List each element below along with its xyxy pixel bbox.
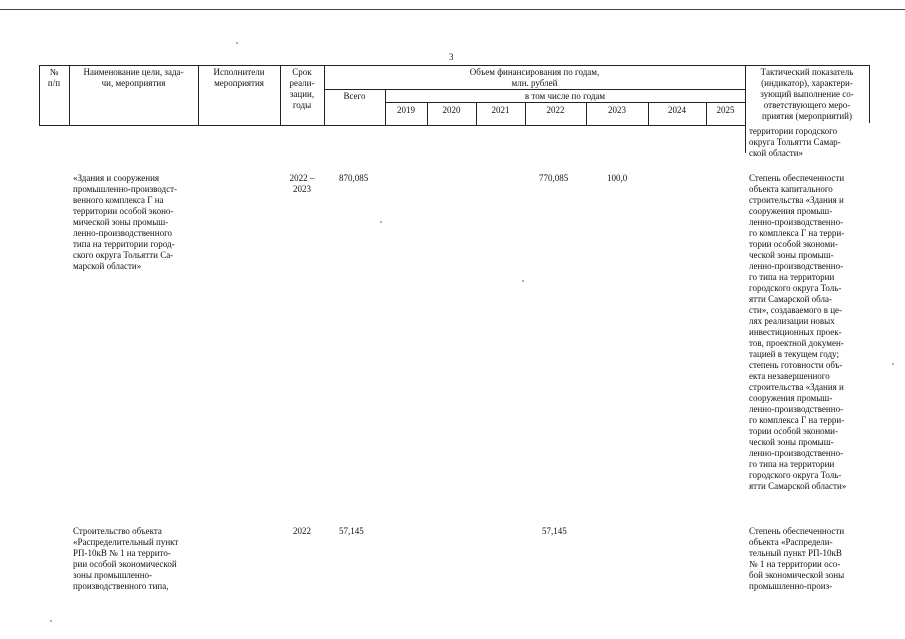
scan-speck	[522, 280, 524, 282]
header-name: Наименование цели, зада- чи, мероприятия	[83, 67, 184, 88]
row-year-2022: 770,085	[539, 173, 569, 183]
row-activity-name: «Здания и сооружения промышленно-производст- венного комплекса Г на территории особой эконо- мической зоны промыш- ленно-производственного типа на территории город- ского округа Тольятти Са- марской области»	[73, 173, 178, 271]
row-year-2023: 100,0	[607, 173, 628, 183]
header-total: Всего	[343, 91, 366, 101]
row-indicator: Степень обеспеченности объекта «Распредели- тельный пункт РП-10кВ № 1 на территории осо- бой экономической зоны промышленно-произ-	[749, 526, 845, 591]
header-financing: Объем финансирования по годам, млн. рублей	[469, 67, 600, 88]
header-year-2023: 2023	[608, 105, 626, 115]
header-year-2024: 2024	[668, 105, 686, 115]
header-indicator: Тактический показатель (индикатор), характери- зующий выполнение со- ответствующего меро- приятия (мероприятий)	[760, 67, 854, 121]
scan-speck	[236, 42, 238, 44]
header-year-2022: 2022	[546, 105, 565, 115]
scan-speck	[380, 221, 382, 223]
header-year-2020: 2020	[442, 105, 461, 115]
carryover-indicator-text: территории городского округа Тольятти Самар- ской области»	[749, 126, 841, 158]
row-total: 870,085	[339, 173, 369, 183]
header-by-year: в том числе по годам	[524, 91, 606, 101]
row-term: 2022 – 2023	[289, 173, 315, 194]
header-year-2019: 2019	[397, 105, 415, 115]
scan-speck	[50, 620, 52, 622]
row-total: 57,145	[339, 526, 364, 536]
scan-speck	[892, 363, 894, 365]
header-number: № п/п	[47, 67, 61, 88]
header-executors: Исполнители мероприятия	[213, 67, 265, 88]
page-top-border	[0, 9, 905, 10]
row-indicator: Степень обеспеченности объекта капитального строительства «Здания и сооружения промыш- ленно-производственно- го комплекса Г на терри- тории особой экономи- ческой зоны промыш- ленно-производственно- го типа на территории городского округа Толь- ятти Самарской обла- сти», создаваемого в це- лях реализации новых инвестиционных проек- тов, проектной докумен- тацией в текущем году; степень готовности объ- екта незавершенного строительства «Здания и сооружения промыш- ленно-производственно- го комплекса Г на терри- тории особой экономи- ческой зоны промыш- ленно-производственно- го типа на территории городского округа Толь- ятти Самарской области»	[749, 173, 847, 491]
header-year-2021: 2021	[491, 105, 510, 115]
row-year-2022: 57,145	[542, 526, 567, 536]
header-term: Срок реали- зации, годы	[289, 67, 315, 110]
row-activity-name: Строительство объекта «Распределительный пункт РП-10кВ № 1 на террито- рии особой экономической зоны промышленно- производственного типа,	[73, 526, 179, 591]
page-number: 3	[449, 52, 454, 62]
row-term: 2022	[293, 526, 311, 536]
header-year-2025: 2025	[716, 105, 735, 115]
